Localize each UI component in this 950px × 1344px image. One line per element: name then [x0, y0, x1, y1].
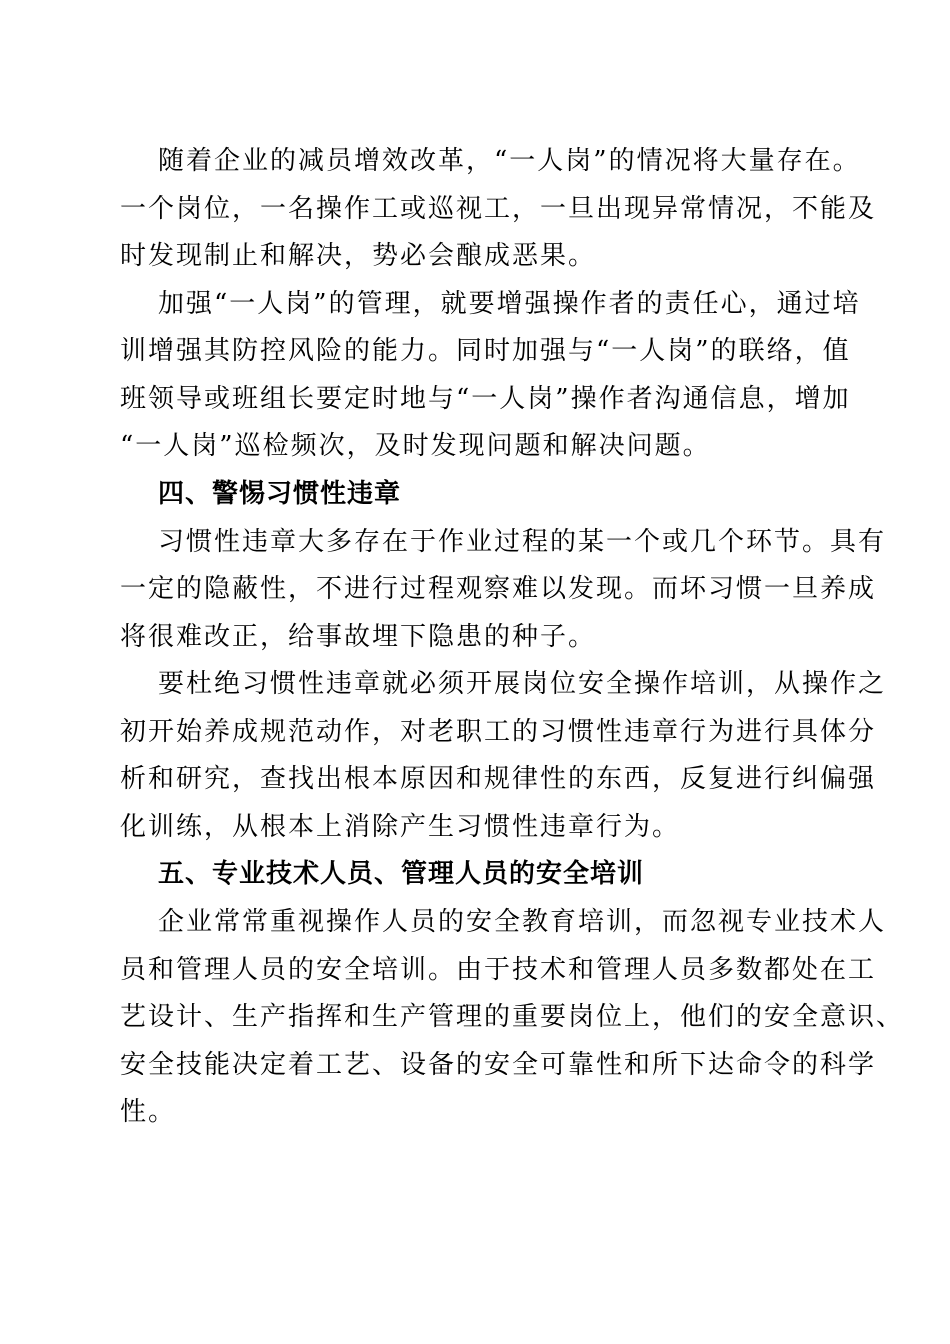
paragraph-4-line-2: 初开始养成规范动作，对老职工的习惯性违章行为进行具体分: [120, 717, 877, 747]
paragraph-5-line-1: 企业常常重视操作人员的安全教育培训，而忽视专业技术人: [158, 907, 887, 937]
paragraph-5-line-3: 艺设计、生产指挥和生产管理的重要岗位上，他们的安全意识、: [120, 1002, 905, 1032]
paragraph-1-line-1: 随着企业的减员增效改革，“一人岗”的情况将大量存在。: [158, 146, 861, 176]
paragraph-3-line-2: 一定的隐蔽性，不进行过程观察难以发现。而坏习惯一旦养成: [120, 574, 877, 604]
paragraph-2-line-3: 班领导或班组长要定时地与“一人岗”操作者沟通信息，增加: [120, 384, 851, 414]
paragraph-5-line-4: 安全技能决定着工艺、设备的安全可靠性和所下达命令的科学: [120, 1050, 877, 1080]
paragraph-2-line-1: 加强“一人岗”的管理，就要增强操作者的责任心，通过培: [158, 289, 861, 319]
paragraph-5-line-5: 性。: [120, 1097, 177, 1127]
paragraph-1-line-3: 时发现制止和解决，势必会酿成恶果。: [120, 241, 597, 271]
paragraph-3-line-3: 将很难改正，给事故埋下隐患的种子。: [120, 622, 597, 652]
paragraph-2-line-4: “一人岗”巡检频次，及时发现问题和解决问题。: [120, 431, 711, 461]
section-heading-4: 四、警惕习惯性违章: [158, 479, 402, 509]
paragraph-4-line-3: 析和研究，查找出根本原因和规律性的东西，反复进行纠偏强: [120, 764, 877, 794]
section-heading-5: 五、专业技术人员、管理人员的安全培训: [158, 859, 645, 889]
paragraph-5-line-2: 员和管理人员的安全培训。由于技术和管理人员多数都处在工: [120, 955, 877, 985]
paragraph-3-line-1: 习惯性违章大多存在于作业过程的某一个或几个环节。具有: [158, 527, 887, 557]
paragraph-1-line-2: 一个岗位，一名操作工或巡视工，一旦出现异常情况，不能及: [120, 194, 877, 224]
paragraph-2-line-2: 训增强其防控风险的能力。同时加强与“一人岗”的联络，值: [120, 336, 851, 366]
paragraph-4-line-4: 化训练，从根本上消除产生习惯性违章行为。: [120, 812, 681, 842]
paragraph-4-line-1: 要杜绝习惯性违章就必须开展岗位安全操作培训，从操作之: [158, 669, 887, 699]
